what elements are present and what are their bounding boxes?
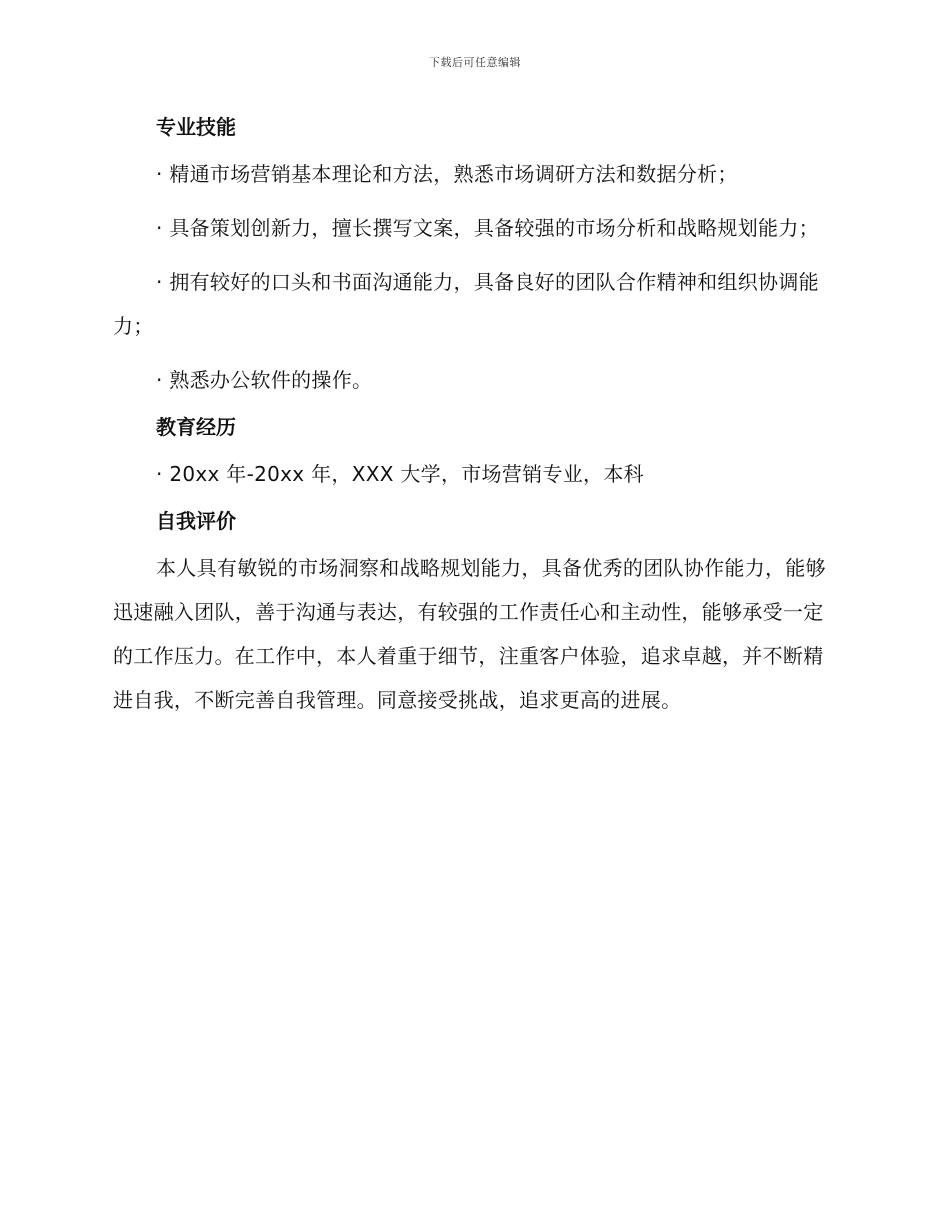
self-evaluation-text: 本人具有敏锐的市场洞察和战略规划能力，具备优秀的团队协作能力，能够迅速融入团队，善于沟通与表达，有较强的工作责任心和主动性，能够承受一定的工作压力。在工作中，本人着重于细节，注重客户体验，追求卓越，并不断精进自我，不断完善自我管理。同意接受挑战，追求更高的进展。 (113, 556, 826, 712)
skill-item: · 具备策划创新力，擅长撰写文案，具备较强的市场分析和战略规划能力； (156, 216, 819, 240)
section-title-skills: 专业技能 (156, 115, 236, 139)
skill-item: · 精通市场营销基本理论和方法，熟悉市场调研方法和数据分析； (156, 162, 738, 186)
skill-item: · 拥有较好的口头和书面沟通能力，具备良好的团队合作精神和组织协调能力； (113, 270, 819, 338)
section-title-self-evaluation: 自我评价 (156, 509, 236, 533)
education-item: · 20xx 年-20xx 年，XXX 大学，市场营销专业，本科 (156, 462, 644, 486)
document-body (113, 112, 833, 722)
skill-item: · 熟悉办公软件的操作。 (156, 368, 373, 392)
section-title-education: 教育经历 (156, 415, 236, 439)
page-header: 下载后可任意编辑 (429, 56, 521, 69)
